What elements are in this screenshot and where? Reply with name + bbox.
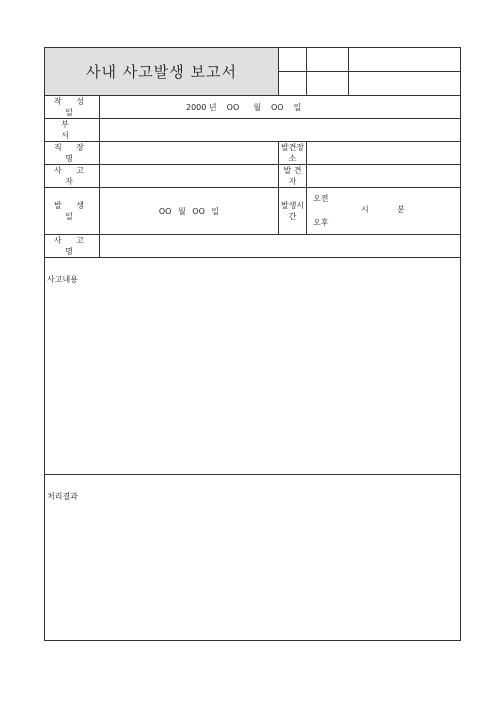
result-section[interactable] — [45, 475, 461, 641]
found-place-field[interactable] — [307, 142, 461, 165]
approval-box[interactable] — [307, 48, 349, 72]
found-place-label: 발견장소 — [279, 142, 307, 165]
author-date-label: 작 성 일 — [45, 96, 100, 119]
occur-time-field[interactable] — [307, 188, 461, 235]
report-table — [44, 47, 461, 641]
accident-name-field[interactable] — [100, 235, 461, 258]
page-title: 사내 사고발생 보고서 — [45, 48, 279, 96]
approval-box[interactable] — [307, 72, 349, 96]
minute-label: 분 — [397, 205, 405, 214]
finder-field[interactable] — [307, 165, 461, 188]
occur-date-label: 발 생 일 — [45, 188, 100, 235]
workplace-label: 직 장 명 — [45, 142, 100, 165]
pm-label: 오후 — [313, 218, 329, 227]
approval-box[interactable] — [279, 48, 307, 72]
occur-date-value[interactable]: OO 월 OO 일 — [100, 188, 279, 235]
finder-label: 발 견 자 — [279, 165, 307, 188]
approval-box[interactable] — [349, 48, 461, 72]
accident-report-form — [44, 47, 460, 641]
author-date-value[interactable]: 2000 년 OO 월 OO 일 — [100, 96, 461, 119]
accident-name-label: 사 고 명 — [45, 235, 100, 258]
result-label: 처리결과 — [47, 492, 78, 501]
workplace-field[interactable] — [100, 142, 279, 165]
dept-label: 부 서 — [45, 119, 100, 142]
hour-label: 시 — [361, 205, 369, 214]
accident-content-section[interactable] — [45, 258, 461, 475]
approval-box[interactable] — [279, 72, 307, 96]
accident-content-label: 사고내용 — [47, 275, 78, 284]
approval-box[interactable] — [349, 72, 461, 96]
accident-person-field[interactable] — [100, 165, 279, 188]
accident-person-label: 사 고 자 — [45, 165, 100, 188]
occur-time-label: 발생시간 — [279, 188, 307, 235]
dept-field[interactable] — [100, 119, 461, 142]
am-label: 오전 — [313, 194, 329, 203]
